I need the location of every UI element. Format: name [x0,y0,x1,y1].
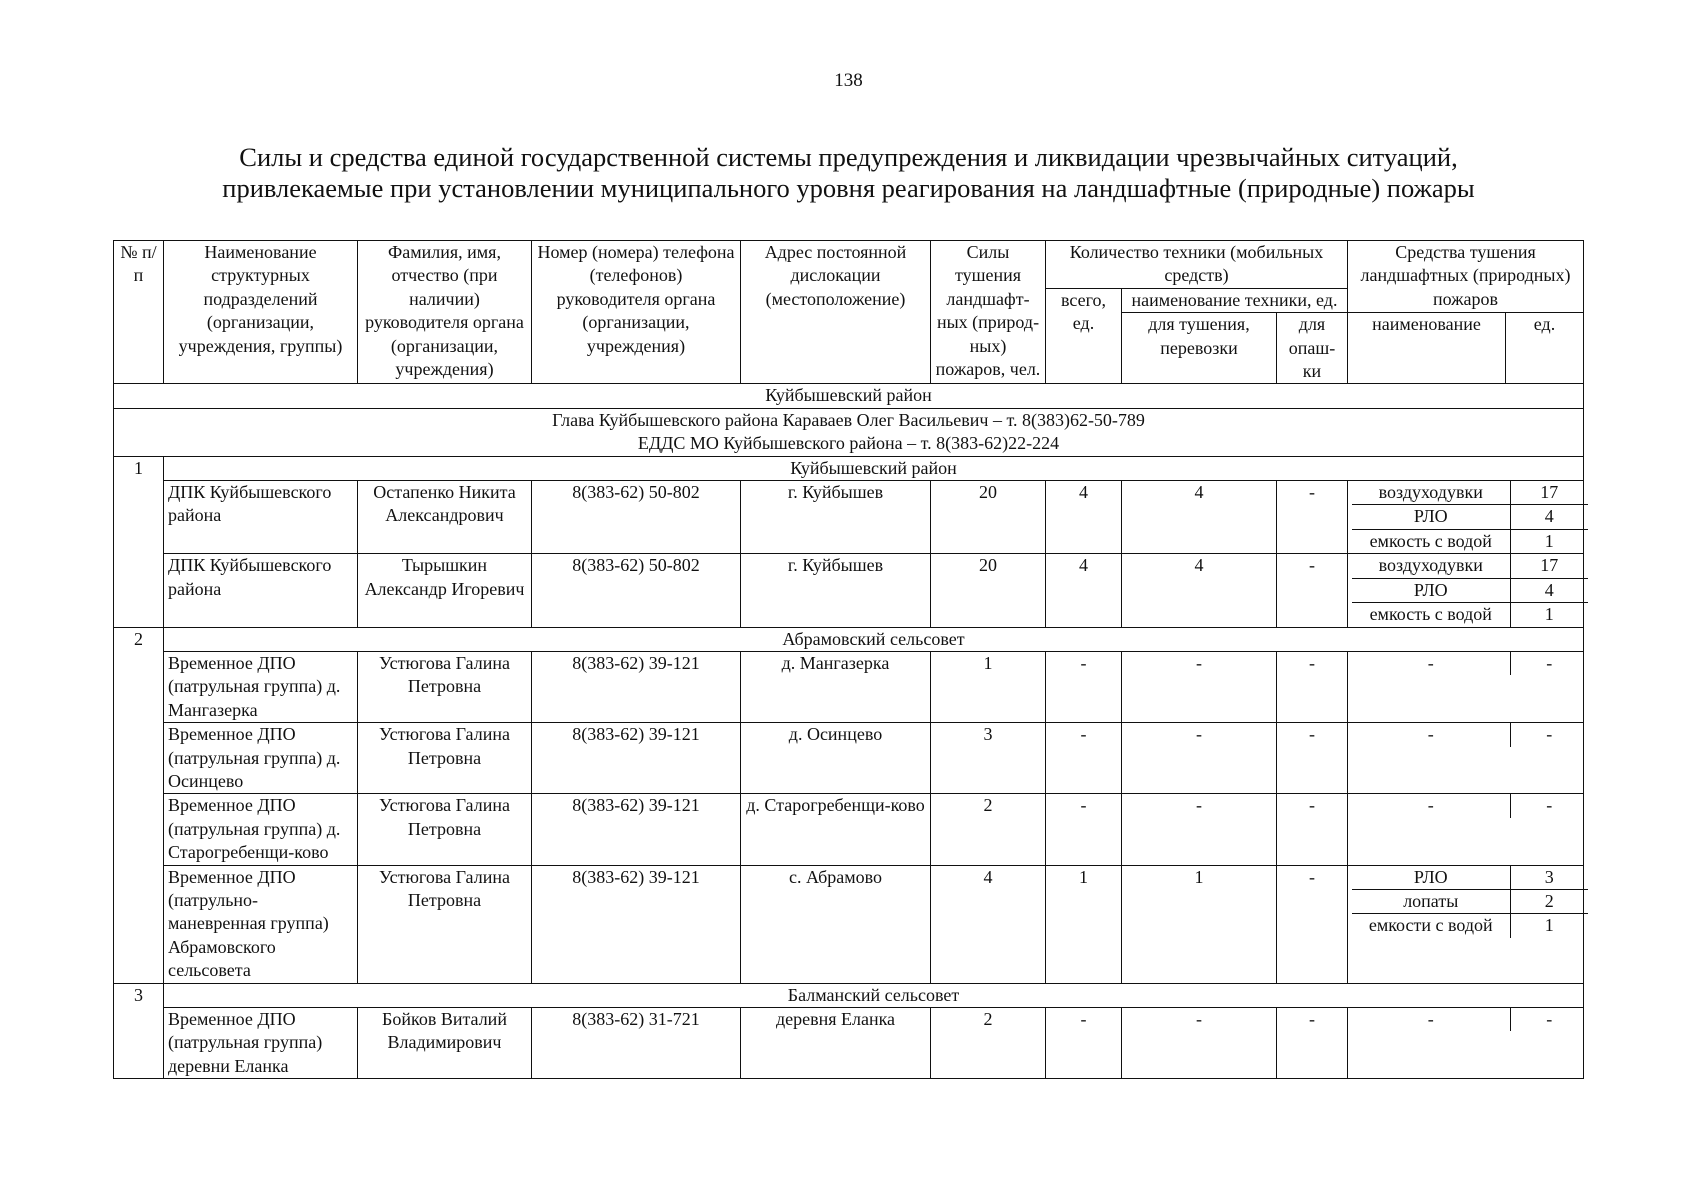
forces-count: 20 [931,481,1046,554]
vehicles-total: 1 [1046,865,1122,983]
header-num: № п/п [114,241,164,384]
head-name: Устюгова Галина Петровна [358,865,532,983]
means-qty: 1 [1510,603,1588,627]
table-row [114,1008,1584,1079]
means-list [1352,723,1588,746]
table-row [114,723,1584,794]
means-qty: - [1510,723,1588,746]
header-vehicles-fire: для тушения, перевозки [1122,313,1277,384]
table-row [114,794,1584,865]
section-row [114,456,1584,480]
table-row [114,651,1584,722]
means-cell [1348,794,1584,865]
section-title: Абрамовский сельсовет [164,627,1584,651]
means-list [1352,1008,1588,1031]
address: д. Мангазерка [741,651,931,722]
unit-name: ДПК Куйбышевского района [164,481,358,554]
vehicles-plow: - [1277,481,1348,554]
phone-number: 8(383-62) 39-121 [532,794,741,865]
phone-number: 8(383-62) 50-802 [532,481,741,554]
head-name: Устюгова Галина Петровна [358,723,532,794]
means-item [1352,914,1588,938]
unit-name: Временное ДПО (патрульная группа) д. Мангазерка [164,651,358,722]
section-number: 3 [114,983,164,1079]
forces-count: 3 [931,723,1046,794]
unit-name: ДПК Куйбышевского района [164,554,358,627]
header-address: Адрес постоянной дислокации (местоположение) [741,241,931,384]
section-title: Балманский сельсовет [164,983,1584,1007]
page-number: 138 [834,70,863,91]
header-means: Средства тушения ландшафтных (природных) пожаров [1348,241,1584,313]
means-qty: 1 [1510,914,1588,938]
means-item [1352,505,1588,529]
vehicles-total: 4 [1046,554,1122,627]
means-list [1352,794,1588,817]
means-item [1352,794,1588,817]
head-name: Устюгова Галина Петровна [358,794,532,865]
vehicles-plow: - [1277,554,1348,627]
means-item [1352,652,1588,675]
means-name: РЛО [1352,505,1510,529]
forces-count: 2 [931,1008,1046,1079]
means-name: емкости с водой [1368,915,1493,936]
forces-table [113,240,1584,1079]
header-vehicles-total: всего, ед. [1046,288,1122,384]
district-row: Куйбышевский район [114,384,1584,408]
head-name: Тырышкин Александр Игоревич [358,554,532,627]
forces-count: 1 [931,651,1046,722]
means-qty: 2 [1510,889,1588,913]
phone-number: 8(383-62) 31-721 [532,1008,741,1079]
means-qty: - [1510,652,1588,675]
document-title [0,142,1697,204]
section-number: 1 [114,456,164,627]
means-name: - [1427,1009,1434,1029]
vehicles-plow: - [1277,865,1348,983]
phone-number: 8(383-62) 39-121 [532,865,741,983]
means-cell [1348,554,1584,627]
vehicles-plow: - [1277,723,1348,794]
section-title: Куйбышевский район [164,456,1584,480]
address: деревня Еланка [741,1008,931,1079]
means-qty: 17 [1510,481,1588,505]
means-name: РЛО [1352,866,1510,890]
vehicles-total: 4 [1046,481,1122,554]
head-name: Остапенко Никита Александрович [358,481,532,554]
means-name: воздуходувки [1352,481,1510,505]
header-vehicles: Количество техники (мобильных средств) [1046,241,1348,289]
vehicles-fire: - [1122,1008,1277,1079]
means-item [1352,723,1588,746]
head-name: Бойков Виталий Владимирович [358,1008,532,1079]
vehicles-total: - [1046,723,1122,794]
means-list [1352,554,1588,626]
forces-count: 2 [931,794,1046,865]
header-phone: Номер (номера) телефона (телефонов) руководителя органа (организации, учреждения) [532,241,741,384]
vehicles-total: - [1046,794,1122,865]
phone-number: 8(383-62) 39-121 [532,651,741,722]
header-means-name: наименование [1348,313,1506,384]
vehicles-fire: 4 [1122,554,1277,627]
means-item [1352,481,1588,505]
address: с. Абрамово [741,865,931,983]
means-cell [1348,1008,1584,1079]
header-vehicles-plow: для опаш-ки [1277,313,1348,384]
header-vehicles-names: наименование техники, ед. [1122,288,1348,312]
means-list [1352,652,1588,675]
vehicles-fire: - [1122,651,1277,722]
vehicles-total: - [1046,651,1122,722]
means-qty: 1 [1510,529,1588,553]
vehicles-fire: - [1122,794,1277,865]
vehicles-plow: - [1277,1008,1348,1079]
means-name: емкость с водой [1369,530,1492,551]
title-line-2: привлекаемые при установлении муниципального уровня реагирования на ландшафтные (природные) пожары [222,173,1475,203]
means-item [1352,866,1588,890]
means-name: - [1427,724,1434,745]
means-qty: 4 [1510,578,1588,602]
address: д. Старогребенщи-ково [741,794,931,865]
section-number: 2 [114,627,164,983]
phone-number: 8(383-62) 50-802 [532,554,741,627]
means-qty: 3 [1510,866,1588,890]
address: г. Куйбышев [741,481,931,554]
means-name: лопаты [1352,889,1510,913]
means-item [1352,578,1588,602]
district-edds-contact: ЕДДС МО Куйбышевского района – т. 8(383-62)22-224 [637,433,1060,454]
section-row [114,983,1584,1007]
means-item [1352,529,1588,553]
district-info-row [114,408,1584,456]
header-means-units: ед. [1506,313,1584,384]
district-head-contact: Глава Куйбышевского района Караваев Олег Васильевич – т. 8(383)62-50-789 [552,409,1145,430]
table-row [114,481,1584,554]
means-qty: 4 [1510,505,1588,529]
unit-name: Временное ДПО (патрульная группа) д. Старогребенщи-ково [164,794,358,865]
means-name: воздуходувки [1352,554,1510,578]
means-qty: 17 [1510,554,1588,578]
means-qty: - [1510,794,1588,817]
vehicles-fire: 1 [1122,865,1277,983]
section-row [114,627,1584,651]
vehicles-fire: 4 [1122,481,1277,554]
title-line-1: Силы и средства единой государственной системы предупреждения и ликвидации чрезвычайных ситуаций, [239,142,1458,172]
means-list [1352,866,1588,938]
forces-count: 20 [931,554,1046,627]
means-name: - [1427,652,1434,673]
means-item [1352,554,1588,578]
table-row [114,554,1584,627]
header-unit: Наименование структурных подразделений (организации, учреждения, группы) [164,241,358,384]
unit-name: Временное ДПО (патрульно-маневренная группа) Абрамовского сельсовета [164,865,358,983]
means-item [1352,603,1588,627]
forces-count: 4 [931,865,1046,983]
means-list [1352,481,1588,553]
means-cell [1348,481,1584,554]
means-cell [1348,651,1584,722]
means-qty: - [1510,1008,1588,1031]
head-name: Устюгова Галина Петровна [358,651,532,722]
unit-name: Временное ДПО (патрульная группа) деревни Еланка [164,1008,358,1079]
table-row [114,865,1584,983]
header-head-name: Фамилия, имя, отчество (при наличии) руководителя органа (организации, учреждения) [358,241,532,384]
vehicles-plow: - [1277,794,1348,865]
vehicles-total: - [1046,1008,1122,1079]
means-name: РЛО [1352,578,1510,602]
address: д. Осинцево [741,723,931,794]
vehicles-plow: - [1277,651,1348,722]
means-cell [1348,723,1584,794]
means-item [1352,889,1588,913]
phone-number: 8(383-62) 39-121 [532,723,741,794]
address: г. Куйбышев [741,554,931,627]
means-cell [1348,865,1584,983]
header-forces: Силы тушения ландшафт-ных (природ-ных) пожаров, чел. [931,241,1046,384]
unit-name: Временное ДПО (патрульная группа) д. Осинцево [164,723,358,794]
means-item [1352,1008,1588,1031]
means-name: - [1427,795,1434,816]
vehicles-fire: - [1122,723,1277,794]
means-name: емкость с водой [1369,604,1492,625]
